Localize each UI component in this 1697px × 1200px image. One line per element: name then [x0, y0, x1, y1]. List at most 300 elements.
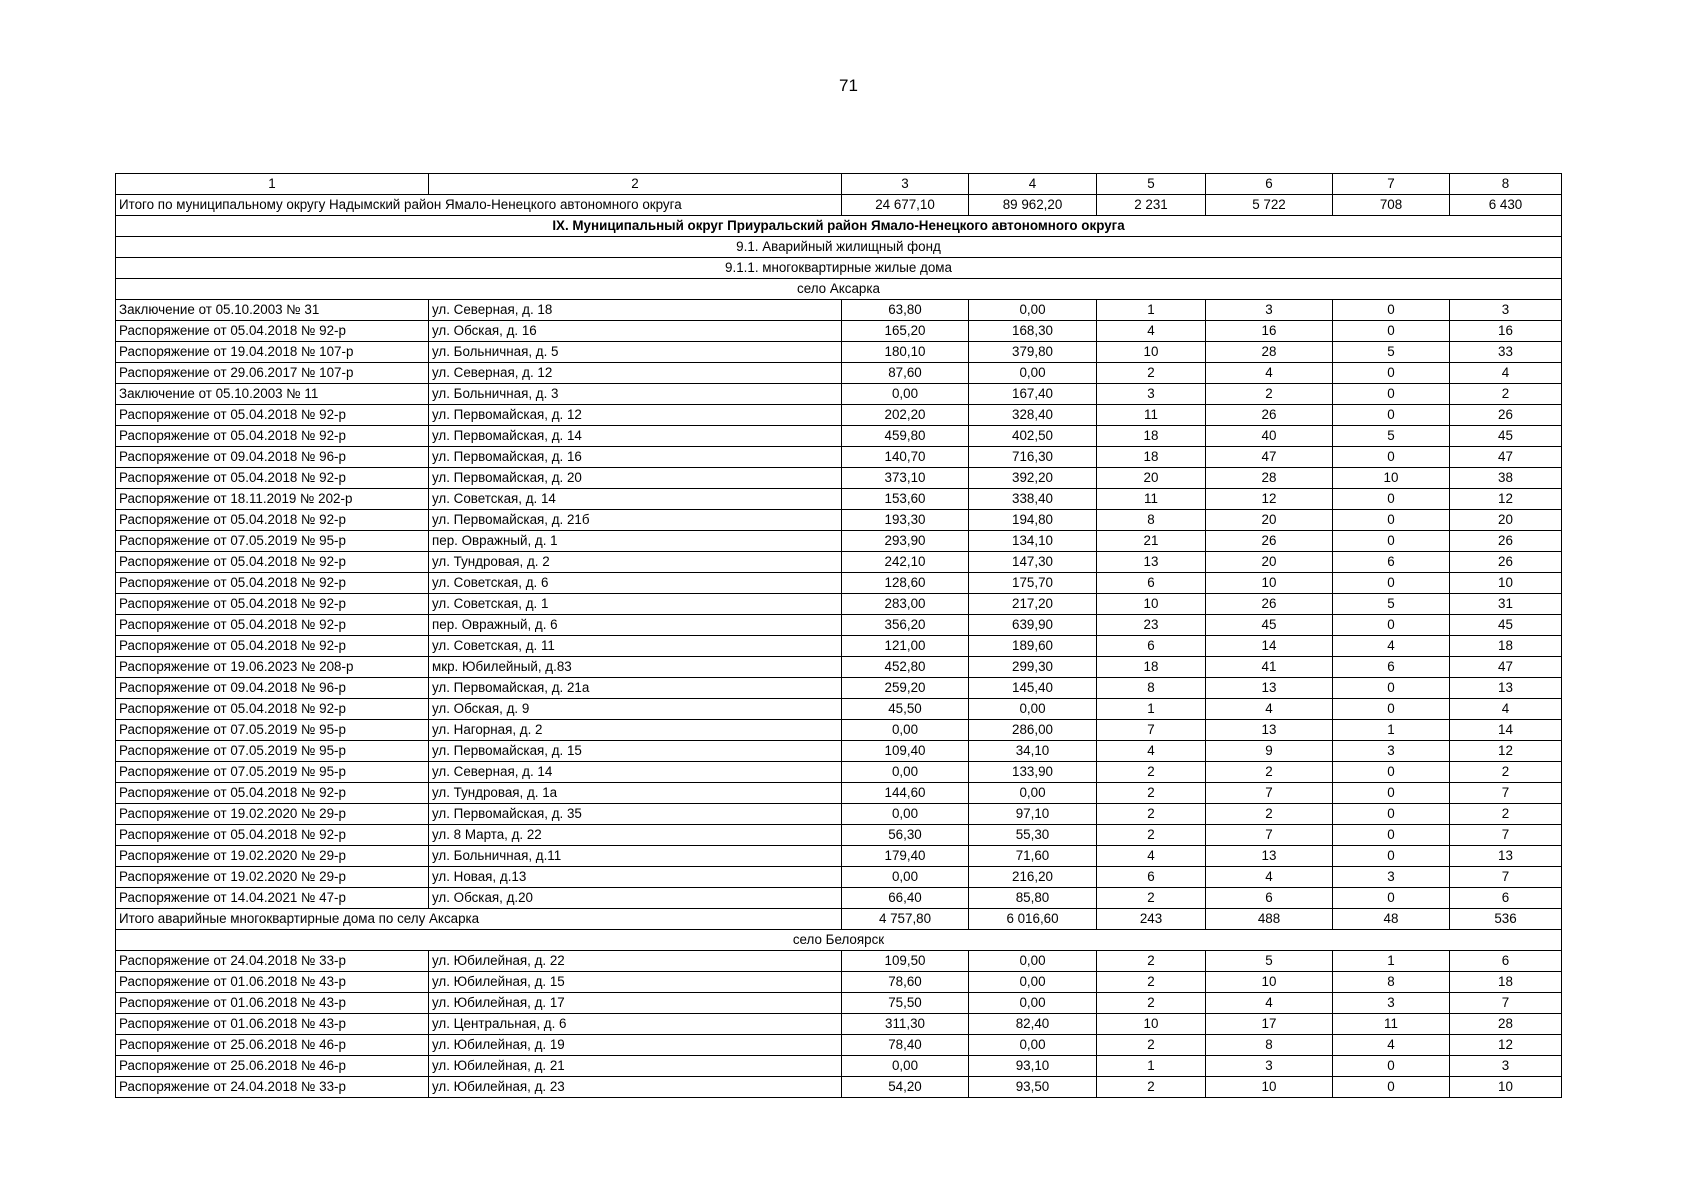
address-cell: ул. Юбилейная, д. 17	[429, 993, 842, 1014]
value-cell: 7	[1450, 825, 1562, 846]
value-cell: 1	[1097, 1056, 1206, 1077]
table-row	[116, 699, 1562, 720]
value-cell: 286,00	[969, 720, 1097, 741]
value-cell: 4	[1206, 699, 1333, 720]
value-cell: 5	[1333, 594, 1450, 615]
address-cell: ул. Юбилейная, д. 22	[429, 951, 842, 972]
value-cell: 3	[1333, 867, 1450, 888]
value-cell: 2	[1097, 783, 1206, 804]
document-cell: Распоряжение от 24.04.2018 № 33-р	[116, 1077, 429, 1098]
value-cell: 13	[1450, 678, 1562, 699]
value-cell: 1	[1097, 300, 1206, 321]
value-cell: 338,40	[969, 489, 1097, 510]
total-value: 708	[1333, 195, 1450, 216]
address-cell: ул. Новая, д.13	[429, 867, 842, 888]
value-cell: 71,60	[969, 846, 1097, 867]
value-cell: 402,50	[969, 426, 1097, 447]
value-cell: 26	[1206, 594, 1333, 615]
value-cell: 1	[1333, 720, 1450, 741]
value-cell: 0,00	[969, 699, 1097, 720]
value-cell: 9	[1206, 741, 1333, 762]
address-cell: ул. Советская, д. 11	[429, 636, 842, 657]
value-cell: 4	[1097, 846, 1206, 867]
value-cell: 167,40	[969, 384, 1097, 405]
settlement-title: село Белоярск	[116, 930, 1562, 951]
value-cell: 0,00	[969, 972, 1097, 993]
value-cell: 87,60	[842, 363, 969, 384]
value-cell: 13	[1450, 846, 1562, 867]
value-cell: 0	[1333, 363, 1450, 384]
value-cell: 179,40	[842, 846, 969, 867]
value-cell: 18	[1450, 972, 1562, 993]
value-cell: 26	[1450, 531, 1562, 552]
value-cell: 2	[1206, 762, 1333, 783]
document-cell: Распоряжение от 05.04.2018 № 92-р	[116, 321, 429, 342]
value-cell: 0	[1333, 615, 1450, 636]
value-cell: 41	[1206, 657, 1333, 678]
value-cell: 175,70	[969, 573, 1097, 594]
value-cell: 82,40	[969, 1014, 1097, 1035]
value-cell: 18	[1097, 657, 1206, 678]
value-cell: 21	[1097, 531, 1206, 552]
value-cell: 0,00	[969, 1035, 1097, 1056]
document-cell: Распоряжение от 01.06.2018 № 43-р	[116, 993, 429, 1014]
value-cell: 11	[1333, 1014, 1450, 1035]
document-cell: Распоряжение от 19.02.2020 № 29-р	[116, 804, 429, 825]
value-cell: 4	[1450, 699, 1562, 720]
value-cell: 133,90	[969, 762, 1097, 783]
document-cell: Распоряжение от 05.04.2018 № 92-р	[116, 783, 429, 804]
value-cell: 5	[1333, 426, 1450, 447]
table-row	[116, 468, 1562, 489]
value-cell: 0	[1333, 846, 1450, 867]
subsubsection-title: 9.1.1. многоквартирные жилые дома	[116, 258, 1562, 279]
value-cell: 2	[1097, 825, 1206, 846]
table-row	[116, 720, 1562, 741]
total-value: 243	[1097, 909, 1206, 930]
total-value: 488	[1206, 909, 1333, 930]
address-cell: ул. Юбилейная, д. 15	[429, 972, 842, 993]
value-cell: 0,00	[969, 300, 1097, 321]
value-cell: 2	[1097, 1077, 1206, 1098]
document-cell: Распоряжение от 25.06.2018 № 46-р	[116, 1035, 429, 1056]
value-cell: 0	[1333, 384, 1450, 405]
address-cell: ул. Первомайская, д. 16	[429, 447, 842, 468]
value-cell: 2	[1097, 972, 1206, 993]
address-cell: ул. Больничная, д. 5	[429, 342, 842, 363]
value-cell: 34,10	[969, 741, 1097, 762]
address-cell: ул. Юбилейная, д. 21	[429, 1056, 842, 1077]
value-cell: 194,80	[969, 510, 1097, 531]
document-cell: Распоряжение от 19.04.2018 № 107-р	[116, 342, 429, 363]
value-cell: 639,90	[969, 615, 1097, 636]
value-cell: 0	[1333, 489, 1450, 510]
document-cell: Распоряжение от 05.04.2018 № 92-р	[116, 405, 429, 426]
value-cell: 10	[1097, 594, 1206, 615]
value-cell: 78,40	[842, 1035, 969, 1056]
table-row	[116, 552, 1562, 573]
column-number: 1	[116, 174, 429, 195]
value-cell: 40	[1206, 426, 1333, 447]
value-cell: 75,50	[842, 993, 969, 1014]
address-cell: ул. Центральная, д. 6	[429, 1014, 842, 1035]
column-number: 4	[969, 174, 1097, 195]
value-cell: 3	[1206, 1056, 1333, 1077]
document-cell: Распоряжение от 07.05.2019 № 95-р	[116, 762, 429, 783]
total-value: 536	[1450, 909, 1562, 930]
document-cell: Распоряжение от 24.04.2018 № 33-р	[116, 951, 429, 972]
total-value: 48	[1333, 909, 1450, 930]
total-value: 5 722	[1206, 195, 1333, 216]
value-cell: 0,00	[842, 867, 969, 888]
value-cell: 6	[1333, 552, 1450, 573]
value-cell: 5	[1333, 342, 1450, 363]
address-cell: ул. Обская, д. 16	[429, 321, 842, 342]
value-cell: 6	[1097, 636, 1206, 657]
address-cell: ул. Тундровая, д. 2	[429, 552, 842, 573]
column-number: 8	[1450, 174, 1562, 195]
value-cell: 55,30	[969, 825, 1097, 846]
table-row	[116, 1014, 1562, 1035]
value-cell: 153,60	[842, 489, 969, 510]
value-cell: 356,20	[842, 615, 969, 636]
total-value: 4 757,80	[842, 909, 969, 930]
address-cell: ул. Нагорная, д. 2	[429, 720, 842, 741]
value-cell: 193,30	[842, 510, 969, 531]
value-cell: 18	[1097, 426, 1206, 447]
value-cell: 56,30	[842, 825, 969, 846]
value-cell: 0	[1333, 678, 1450, 699]
address-cell: ул. Первомайская, д. 12	[429, 405, 842, 426]
value-cell: 2	[1450, 762, 1562, 783]
value-cell: 6	[1450, 888, 1562, 909]
document-cell: Распоряжение от 05.04.2018 № 92-р	[116, 573, 429, 594]
value-cell: 17	[1206, 1014, 1333, 1035]
value-cell: 13	[1206, 846, 1333, 867]
value-cell: 3	[1097, 384, 1206, 405]
housing-table	[115, 173, 1562, 1098]
table-body	[116, 174, 1562, 1098]
document-cell: Распоряжение от 05.04.2018 № 92-р	[116, 636, 429, 657]
value-cell: 47	[1450, 657, 1562, 678]
table-row	[116, 846, 1562, 867]
table-row	[116, 426, 1562, 447]
table-row	[116, 636, 1562, 657]
document-cell: Распоряжение от 05.04.2018 № 92-р	[116, 594, 429, 615]
address-cell: ул. Советская, д. 14	[429, 489, 842, 510]
value-cell: 0,00	[842, 720, 969, 741]
value-cell: 45	[1450, 615, 1562, 636]
value-cell: 26	[1450, 552, 1562, 573]
value-cell: 26	[1206, 531, 1333, 552]
subsection-title-row	[116, 237, 1562, 258]
value-cell: 10	[1206, 972, 1333, 993]
value-cell: 93,10	[969, 1056, 1097, 1077]
value-cell: 97,10	[969, 804, 1097, 825]
document-cell: Распоряжение от 05.04.2018 № 92-р	[116, 426, 429, 447]
value-cell: 0	[1333, 321, 1450, 342]
value-cell: 0,00	[969, 951, 1097, 972]
value-cell: 121,00	[842, 636, 969, 657]
table-row	[116, 573, 1562, 594]
value-cell: 20	[1097, 468, 1206, 489]
value-cell: 180,10	[842, 342, 969, 363]
document-cell: Распоряжение от 25.06.2018 № 46-р	[116, 1056, 429, 1077]
value-cell: 134,10	[969, 531, 1097, 552]
value-cell: 7	[1450, 867, 1562, 888]
value-cell: 2	[1206, 804, 1333, 825]
value-cell: 13	[1097, 552, 1206, 573]
document-cell: Распоряжение от 01.06.2018 № 43-р	[116, 1014, 429, 1035]
value-cell: 10	[1333, 468, 1450, 489]
total-value: 6 430	[1450, 195, 1562, 216]
value-cell: 45	[1450, 426, 1562, 447]
value-cell: 10	[1450, 573, 1562, 594]
table-row	[116, 447, 1562, 468]
value-cell: 14	[1206, 636, 1333, 657]
value-cell: 2	[1450, 804, 1562, 825]
district-total-row	[116, 195, 1562, 216]
value-cell: 23	[1097, 615, 1206, 636]
address-cell: ул. Советская, д. 1	[429, 594, 842, 615]
value-cell: 4	[1206, 993, 1333, 1014]
value-cell: 5	[1206, 951, 1333, 972]
address-cell: ул. Первомайская, д. 20	[429, 468, 842, 489]
value-cell: 0,00	[842, 1056, 969, 1077]
table-row	[116, 1077, 1562, 1098]
table-row	[116, 783, 1562, 804]
document-cell: Распоряжение от 05.04.2018 № 92-р	[116, 825, 429, 846]
value-cell: 4	[1333, 1035, 1450, 1056]
address-cell: ул. Первомайская, д. 14	[429, 426, 842, 447]
value-cell: 8	[1333, 972, 1450, 993]
value-cell: 4	[1333, 636, 1450, 657]
value-cell: 7	[1450, 993, 1562, 1014]
table-row	[116, 300, 1562, 321]
column-number: 2	[429, 174, 842, 195]
value-cell: 47	[1206, 447, 1333, 468]
value-cell: 0,00	[842, 384, 969, 405]
value-cell: 0	[1333, 783, 1450, 804]
value-cell: 14	[1450, 720, 1562, 741]
value-cell: 18	[1097, 447, 1206, 468]
value-cell: 109,40	[842, 741, 969, 762]
value-cell: 0	[1333, 300, 1450, 321]
value-cell: 2	[1097, 762, 1206, 783]
document-cell: Распоряжение от 05.04.2018 № 92-р	[116, 510, 429, 531]
value-cell: 189,60	[969, 636, 1097, 657]
value-cell: 4	[1097, 321, 1206, 342]
value-cell: 0,00	[969, 363, 1097, 384]
value-cell: 452,80	[842, 657, 969, 678]
value-cell: 8	[1097, 510, 1206, 531]
value-cell: 7	[1206, 783, 1333, 804]
address-cell: ул. Юбилейная, д. 19	[429, 1035, 842, 1056]
document-cell: Распоряжение от 19.02.2020 № 29-р	[116, 867, 429, 888]
address-cell: ул. Первомайская, д. 21б	[429, 510, 842, 531]
value-cell: 3	[1450, 1056, 1562, 1077]
value-cell: 1	[1333, 951, 1450, 972]
value-cell: 0	[1333, 1077, 1450, 1098]
column-number: 5	[1097, 174, 1206, 195]
value-cell: 202,20	[842, 405, 969, 426]
section-title-row	[116, 216, 1562, 237]
value-cell: 6	[1333, 657, 1450, 678]
total-value: 89 962,20	[969, 195, 1097, 216]
document-cell: Распоряжение от 14.04.2021 № 47-р	[116, 888, 429, 909]
table-row	[116, 972, 1562, 993]
value-cell: 2	[1450, 384, 1562, 405]
address-cell: ул. Юбилейная, д. 23	[429, 1077, 842, 1098]
settlement-total-label: Итого аварийные многоквартирные дома по селу Аксарка	[116, 909, 842, 930]
value-cell: 2	[1097, 951, 1206, 972]
value-cell: 373,10	[842, 468, 969, 489]
document-cell: Распоряжение от 07.05.2019 № 95-р	[116, 720, 429, 741]
document-cell: Распоряжение от 01.06.2018 № 43-р	[116, 972, 429, 993]
value-cell: 379,80	[969, 342, 1097, 363]
value-cell: 128,60	[842, 573, 969, 594]
value-cell: 0	[1333, 405, 1450, 426]
value-cell: 0,00	[842, 804, 969, 825]
value-cell: 63,80	[842, 300, 969, 321]
column-number-row	[116, 174, 1562, 195]
table-row	[116, 405, 1562, 426]
address-cell: ул. Больничная, д.11	[429, 846, 842, 867]
value-cell: 47	[1450, 447, 1562, 468]
value-cell: 3	[1206, 300, 1333, 321]
address-cell: ул. Советская, д. 6	[429, 573, 842, 594]
document-cell: Заключение от 05.10.2003 № 11	[116, 384, 429, 405]
value-cell: 66,40	[842, 888, 969, 909]
address-cell: ул. Первомайская, д. 35	[429, 804, 842, 825]
address-cell: ул. Больничная, д. 3	[429, 384, 842, 405]
document-cell: Распоряжение от 05.04.2018 № 92-р	[116, 615, 429, 636]
value-cell: 45	[1206, 615, 1333, 636]
settlement-title: село Аксарка	[116, 279, 1562, 300]
address-cell: мкр. Юбилейный, д.83	[429, 657, 842, 678]
value-cell: 0	[1333, 573, 1450, 594]
value-cell: 26	[1206, 405, 1333, 426]
value-cell: 12	[1450, 741, 1562, 762]
address-cell: ул. Обская, д.20	[429, 888, 842, 909]
value-cell: 3	[1333, 993, 1450, 1014]
table-row	[116, 594, 1562, 615]
document-cell: Распоряжение от 05.04.2018 № 92-р	[116, 468, 429, 489]
table-row	[116, 531, 1562, 552]
settlement-title-row	[116, 279, 1562, 300]
table-row	[116, 321, 1562, 342]
value-cell: 10	[1097, 342, 1206, 363]
document-cell: Распоряжение от 19.06.2023 № 208-р	[116, 657, 429, 678]
address-cell: ул. Обская, д. 9	[429, 699, 842, 720]
document-cell: Распоряжение от 09.04.2018 № 96-р	[116, 447, 429, 468]
value-cell: 26	[1450, 405, 1562, 426]
table-row	[116, 804, 1562, 825]
column-number: 7	[1333, 174, 1450, 195]
table-row	[116, 1035, 1562, 1056]
value-cell: 0	[1333, 447, 1450, 468]
value-cell: 6	[1450, 951, 1562, 972]
value-cell: 259,20	[842, 678, 969, 699]
value-cell: 147,30	[969, 552, 1097, 573]
value-cell: 217,20	[969, 594, 1097, 615]
table-row	[116, 489, 1562, 510]
settlement-total-row	[116, 909, 1562, 930]
document-cell: Распоряжение от 29.06.2017 № 107-р	[116, 363, 429, 384]
value-cell: 33	[1450, 342, 1562, 363]
value-cell: 16	[1206, 321, 1333, 342]
table-row	[116, 678, 1562, 699]
address-cell: ул. Северная, д. 12	[429, 363, 842, 384]
value-cell: 8	[1206, 1035, 1333, 1056]
address-cell: ул. 8 Марта, д. 22	[429, 825, 842, 846]
value-cell: 13	[1206, 720, 1333, 741]
value-cell: 8	[1097, 678, 1206, 699]
value-cell: 216,20	[969, 867, 1097, 888]
address-cell: ул. Северная, д. 18	[429, 300, 842, 321]
value-cell: 4	[1206, 363, 1333, 384]
table-row	[116, 951, 1562, 972]
document-cell: Распоряжение от 07.05.2019 № 95-р	[116, 741, 429, 762]
value-cell: 2	[1097, 888, 1206, 909]
table-row	[116, 657, 1562, 678]
value-cell: 459,80	[842, 426, 969, 447]
value-cell: 11	[1097, 489, 1206, 510]
value-cell: 0	[1333, 510, 1450, 531]
address-cell: ул. Первомайская, д. 15	[429, 741, 842, 762]
value-cell: 168,30	[969, 321, 1097, 342]
settlement-title-row	[116, 930, 1562, 951]
value-cell: 7	[1450, 783, 1562, 804]
value-cell: 299,30	[969, 657, 1097, 678]
value-cell: 716,30	[969, 447, 1097, 468]
value-cell: 6	[1097, 573, 1206, 594]
value-cell: 20	[1450, 510, 1562, 531]
value-cell: 4	[1450, 363, 1562, 384]
value-cell: 38	[1450, 468, 1562, 489]
value-cell: 0	[1333, 762, 1450, 783]
value-cell: 165,20	[842, 321, 969, 342]
total-value: 24 677,10	[842, 195, 969, 216]
value-cell: 13	[1206, 678, 1333, 699]
value-cell: 78,60	[842, 972, 969, 993]
value-cell: 6	[1206, 888, 1333, 909]
value-cell: 2	[1097, 1035, 1206, 1056]
value-cell: 4	[1097, 741, 1206, 762]
address-cell: ул. Северная, д. 14	[429, 762, 842, 783]
value-cell: 4	[1206, 867, 1333, 888]
value-cell: 93,50	[969, 1077, 1097, 1098]
table-row	[116, 384, 1562, 405]
value-cell: 311,30	[842, 1014, 969, 1035]
value-cell: 0	[1333, 1056, 1450, 1077]
value-cell: 45,50	[842, 699, 969, 720]
address-cell: пер. Овражный, д. 6	[429, 615, 842, 636]
value-cell: 10	[1097, 1014, 1206, 1035]
table-row	[116, 762, 1562, 783]
value-cell: 0,00	[969, 783, 1097, 804]
value-cell: 28	[1206, 342, 1333, 363]
subsection-title: 9.1. Аварийный жилищный фонд	[116, 237, 1562, 258]
total-value: 2 231	[1097, 195, 1206, 216]
value-cell: 0,00	[842, 762, 969, 783]
table-row	[116, 867, 1562, 888]
table-row	[116, 993, 1562, 1014]
value-cell: 109,50	[842, 951, 969, 972]
value-cell: 2	[1097, 363, 1206, 384]
value-cell: 20	[1206, 552, 1333, 573]
document-cell: Распоряжение от 09.04.2018 № 96-р	[116, 678, 429, 699]
